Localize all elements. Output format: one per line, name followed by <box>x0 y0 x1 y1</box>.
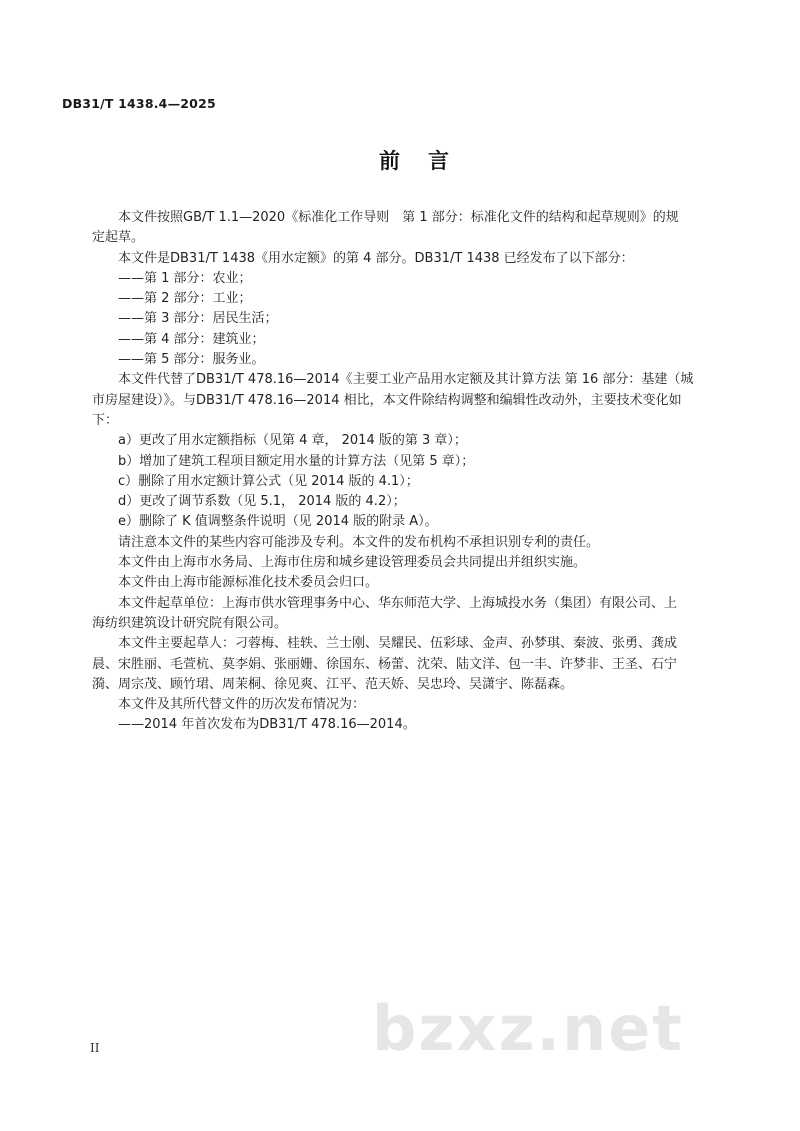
foreword-body <box>92 208 710 736</box>
paragraph-line: 本文件由上海市水务局、上海市住房和城乡建设管理委员会共同提出并组织实施。 <box>118 555 587 571</box>
paragraph-line: 本文件是DB31/T 1438《用水定额》的第 4 部分。DB31/T 1438 已经发布了以下部分： <box>118 250 634 266</box>
list-item: b）增加了建筑工程项目额定用水量的计算方法（见第 5 章）； <box>118 453 475 469</box>
paragraph-line: 漪、周宗茂、顾竹珺、周茉桐、徐见爽、江平、范天娇、吴忠玲、吴潇宇、陈磊森。 <box>92 676 574 692</box>
paragraph-line: 请注意本文件的某些内容可能涉及专利。本文件的发布机构不承担识别专利的责任。 <box>118 534 600 550</box>
paragraph-line: 定起草。 <box>92 230 145 246</box>
list-item: ——第 4 部分：建筑业； <box>118 331 265 347</box>
watermark: bzxz.net <box>372 992 684 1065</box>
paragraph-line: 海纺织建筑设计研究院有限公司。 <box>92 615 288 631</box>
paragraph-line: 下： <box>92 412 119 428</box>
page-number: II <box>90 1041 100 1055</box>
list-item: ——第 2 部分：工业； <box>118 291 252 307</box>
paragraph-line: 本文件由上海市能源标准化技术委员会归口。 <box>118 575 379 591</box>
page-title: 前言 <box>379 149 477 173</box>
paragraph-line: 本文件及其所代替文件的历次发布情况为： <box>118 697 366 713</box>
paragraph-line: 晨、宋胜丽、毛萱杭、莫李娟、张丽姗、徐国东、杨蕾、沈荣、陆文洋、包一丰、许梦非、王圣、石宁 <box>92 656 678 672</box>
list-item: c）删除了用水定额计算公式（见 2014 版的 4.1）； <box>118 473 419 489</box>
list-item: ——第 1 部分：农业； <box>118 270 252 286</box>
paragraph-line: 本文件按照GB/T 1.1—2020《标准化工作导则 第 1 部分：标准化文件的结构和起草规则》的规 <box>118 210 679 225</box>
list-item: e）删除了 K 值调整条件说明（见 2014 版的附录 A）。 <box>118 514 438 530</box>
paragraph-line: 本文件主要起草人：刁蓉梅、桂轶、兰士刚、吴耀民、伍彩球、金声、孙梦琪、秦波、张勇、龚成 <box>118 636 678 652</box>
list-item: ——第 5 部分：服务业。 <box>118 352 265 368</box>
paragraph-line: 本文件起草单位：上海市供水管理事务中心、华东师范大学、上海城投水务（集团）有限公司、上 <box>118 595 678 611</box>
document-code: DB31/T 1438.4—2025 <box>62 96 216 111</box>
list-item: d）更改了调节系数（见 5.1， 2014 版的 4.2）； <box>118 494 406 510</box>
list-item: ——第 3 部分：居民生活； <box>118 311 278 327</box>
list-item: ——2014 年首次发布为DB31/T 478.16—2014。 <box>118 717 416 733</box>
list-item: a）更改了用水定额指标（见第 4 章， 2014 版的第 3 章）； <box>118 433 467 449</box>
paragraph-line: 市房屋建设）》。与DB31/T 478.16—2014 相比，本文件除结构调整和编辑性改动外，主要技术变化如 <box>92 392 682 408</box>
paragraph-line: 本文件代替了DB31/T 478.16—2014《主要工业产品用水定额及其计算方法 第 16 部分：基建（城 <box>118 372 694 388</box>
